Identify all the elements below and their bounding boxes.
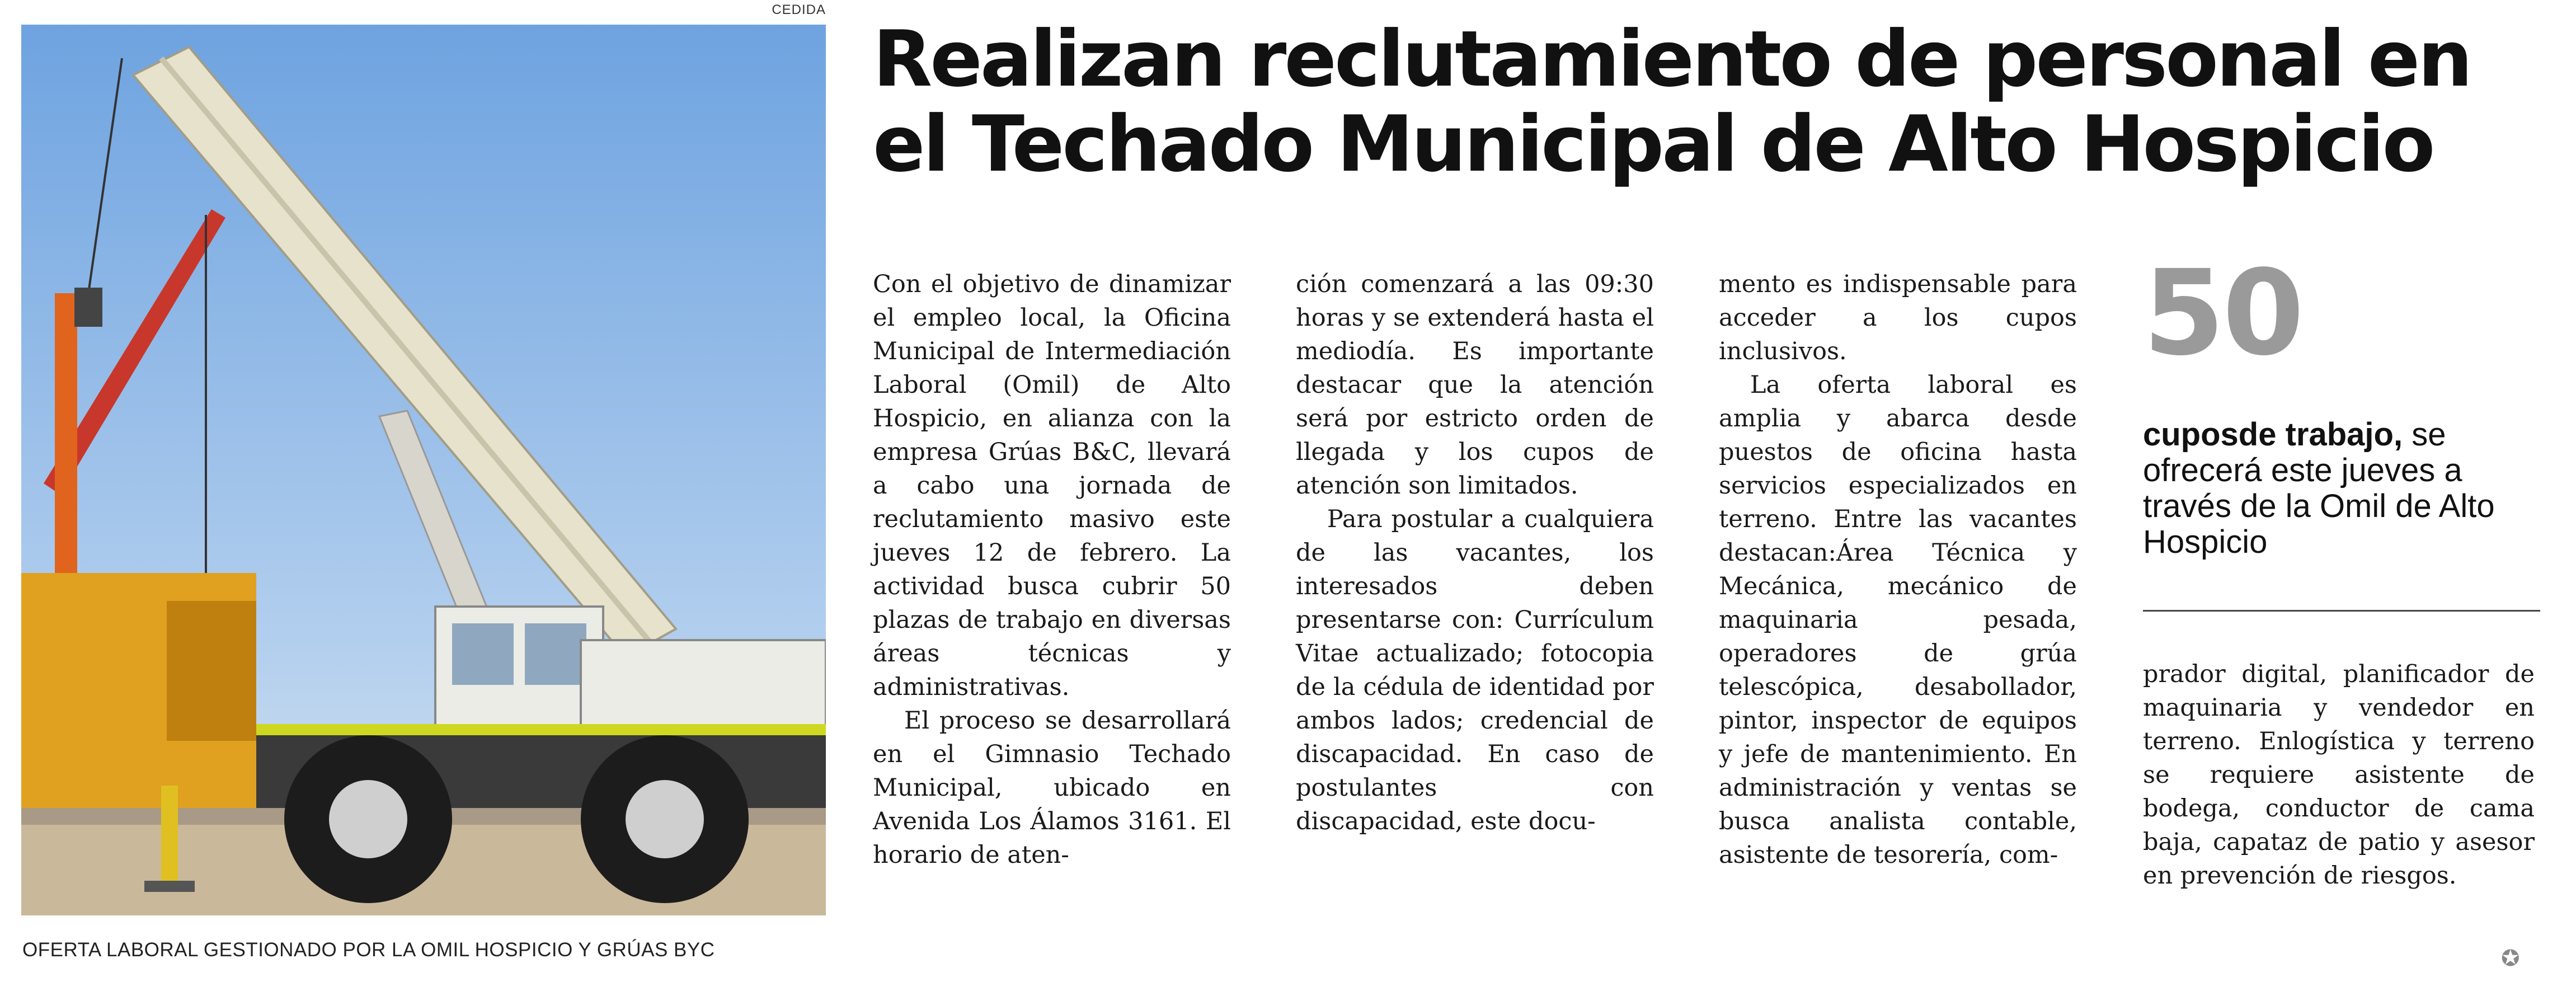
photo-caption: OFERTA LABORAL GESTIONADO POR LA OMIL HOSPICIO Y GRÚAS BYC (22, 939, 715, 961)
headline: Realizan reclutamiento de personal en el Techado Municipal de Alto Hospicio (873, 14, 2471, 189)
article-column-4 (2143, 657, 2535, 892)
crane-illustration (21, 25, 826, 915)
article-column-2 (1296, 267, 1654, 838)
callout-text (2143, 417, 2535, 560)
article-column-3 (1719, 267, 2077, 872)
photo-credit: CEDIDA (772, 2, 826, 17)
end-of-article-icon: ✪ (2501, 946, 2520, 971)
paragraph: prador digital, planificador de maquinaria y vendedor en terreno. Enlogística y terreno se requiere asistente de bodega, conductor de cama baja, capataz de patio y asesor en prevención de riesgos. (2143, 660, 2535, 890)
paragraph: Con el objetivo de dinamizar el empleo local, la Oficina Municipal de Intermediación Laboral (Omil) de Alto Hospicio, en alianza con la empresa Grúas B&C, llevará a cabo una jornada de reclutamiento masivo este jueves 12 de febrero. La actividad busca cubrir 50 plazas de trabajo en diversas áreas técnicas y administrativas. (873, 270, 1231, 701)
paragraph: Para postular a cualquiera de las vacantes, los interesados deben presentarse con: Currículum Vitae actualizado; fotocopia de la cédula de identidad por ambos lados; credencial de discapacidad. En caso de postulantes con discapacidad, este docu- (1296, 505, 1654, 835)
crane-photo (21, 25, 826, 915)
callout-number: 50 (2143, 245, 2302, 382)
paragraph: ción comenzará a las 09:30 horas y se extenderá hasta el mediodía. Es importante destacar que la atención será por estricto orden de llegada y los cupos de atención son limitados. (1296, 270, 1654, 500)
callout-emphasis: cuposde trabajo, (2143, 416, 2403, 453)
paragraph: La oferta laboral es amplia y abarca desde puestos de oficina hasta servicios especializados en terreno. Entre las vacantes destacan:Área Técnica y Mecánica, mecánico de maquinaria pesada, operadores de grúa telescópica, desabollador, pintor, inspector de equipos y jefe de mantenimiento. En administración y ventas se busca analista contable, asistente de tesorería, com- (1719, 371, 2077, 869)
article-column-1 (873, 267, 1231, 872)
paragraph: mento es indispensable para acceder a los cupos inclusivos. (1719, 270, 2077, 365)
paragraph: El proceso se desarrollará en el Gimnasio Techado Municipal, ubicado en Avenida Los Álamos 3161. El horario de aten- (873, 707, 1231, 869)
callout-body: se ofrecerá este jueves a través de la Omil de Alto Hospicio (2143, 416, 2495, 560)
callout-divider (2143, 610, 2540, 612)
